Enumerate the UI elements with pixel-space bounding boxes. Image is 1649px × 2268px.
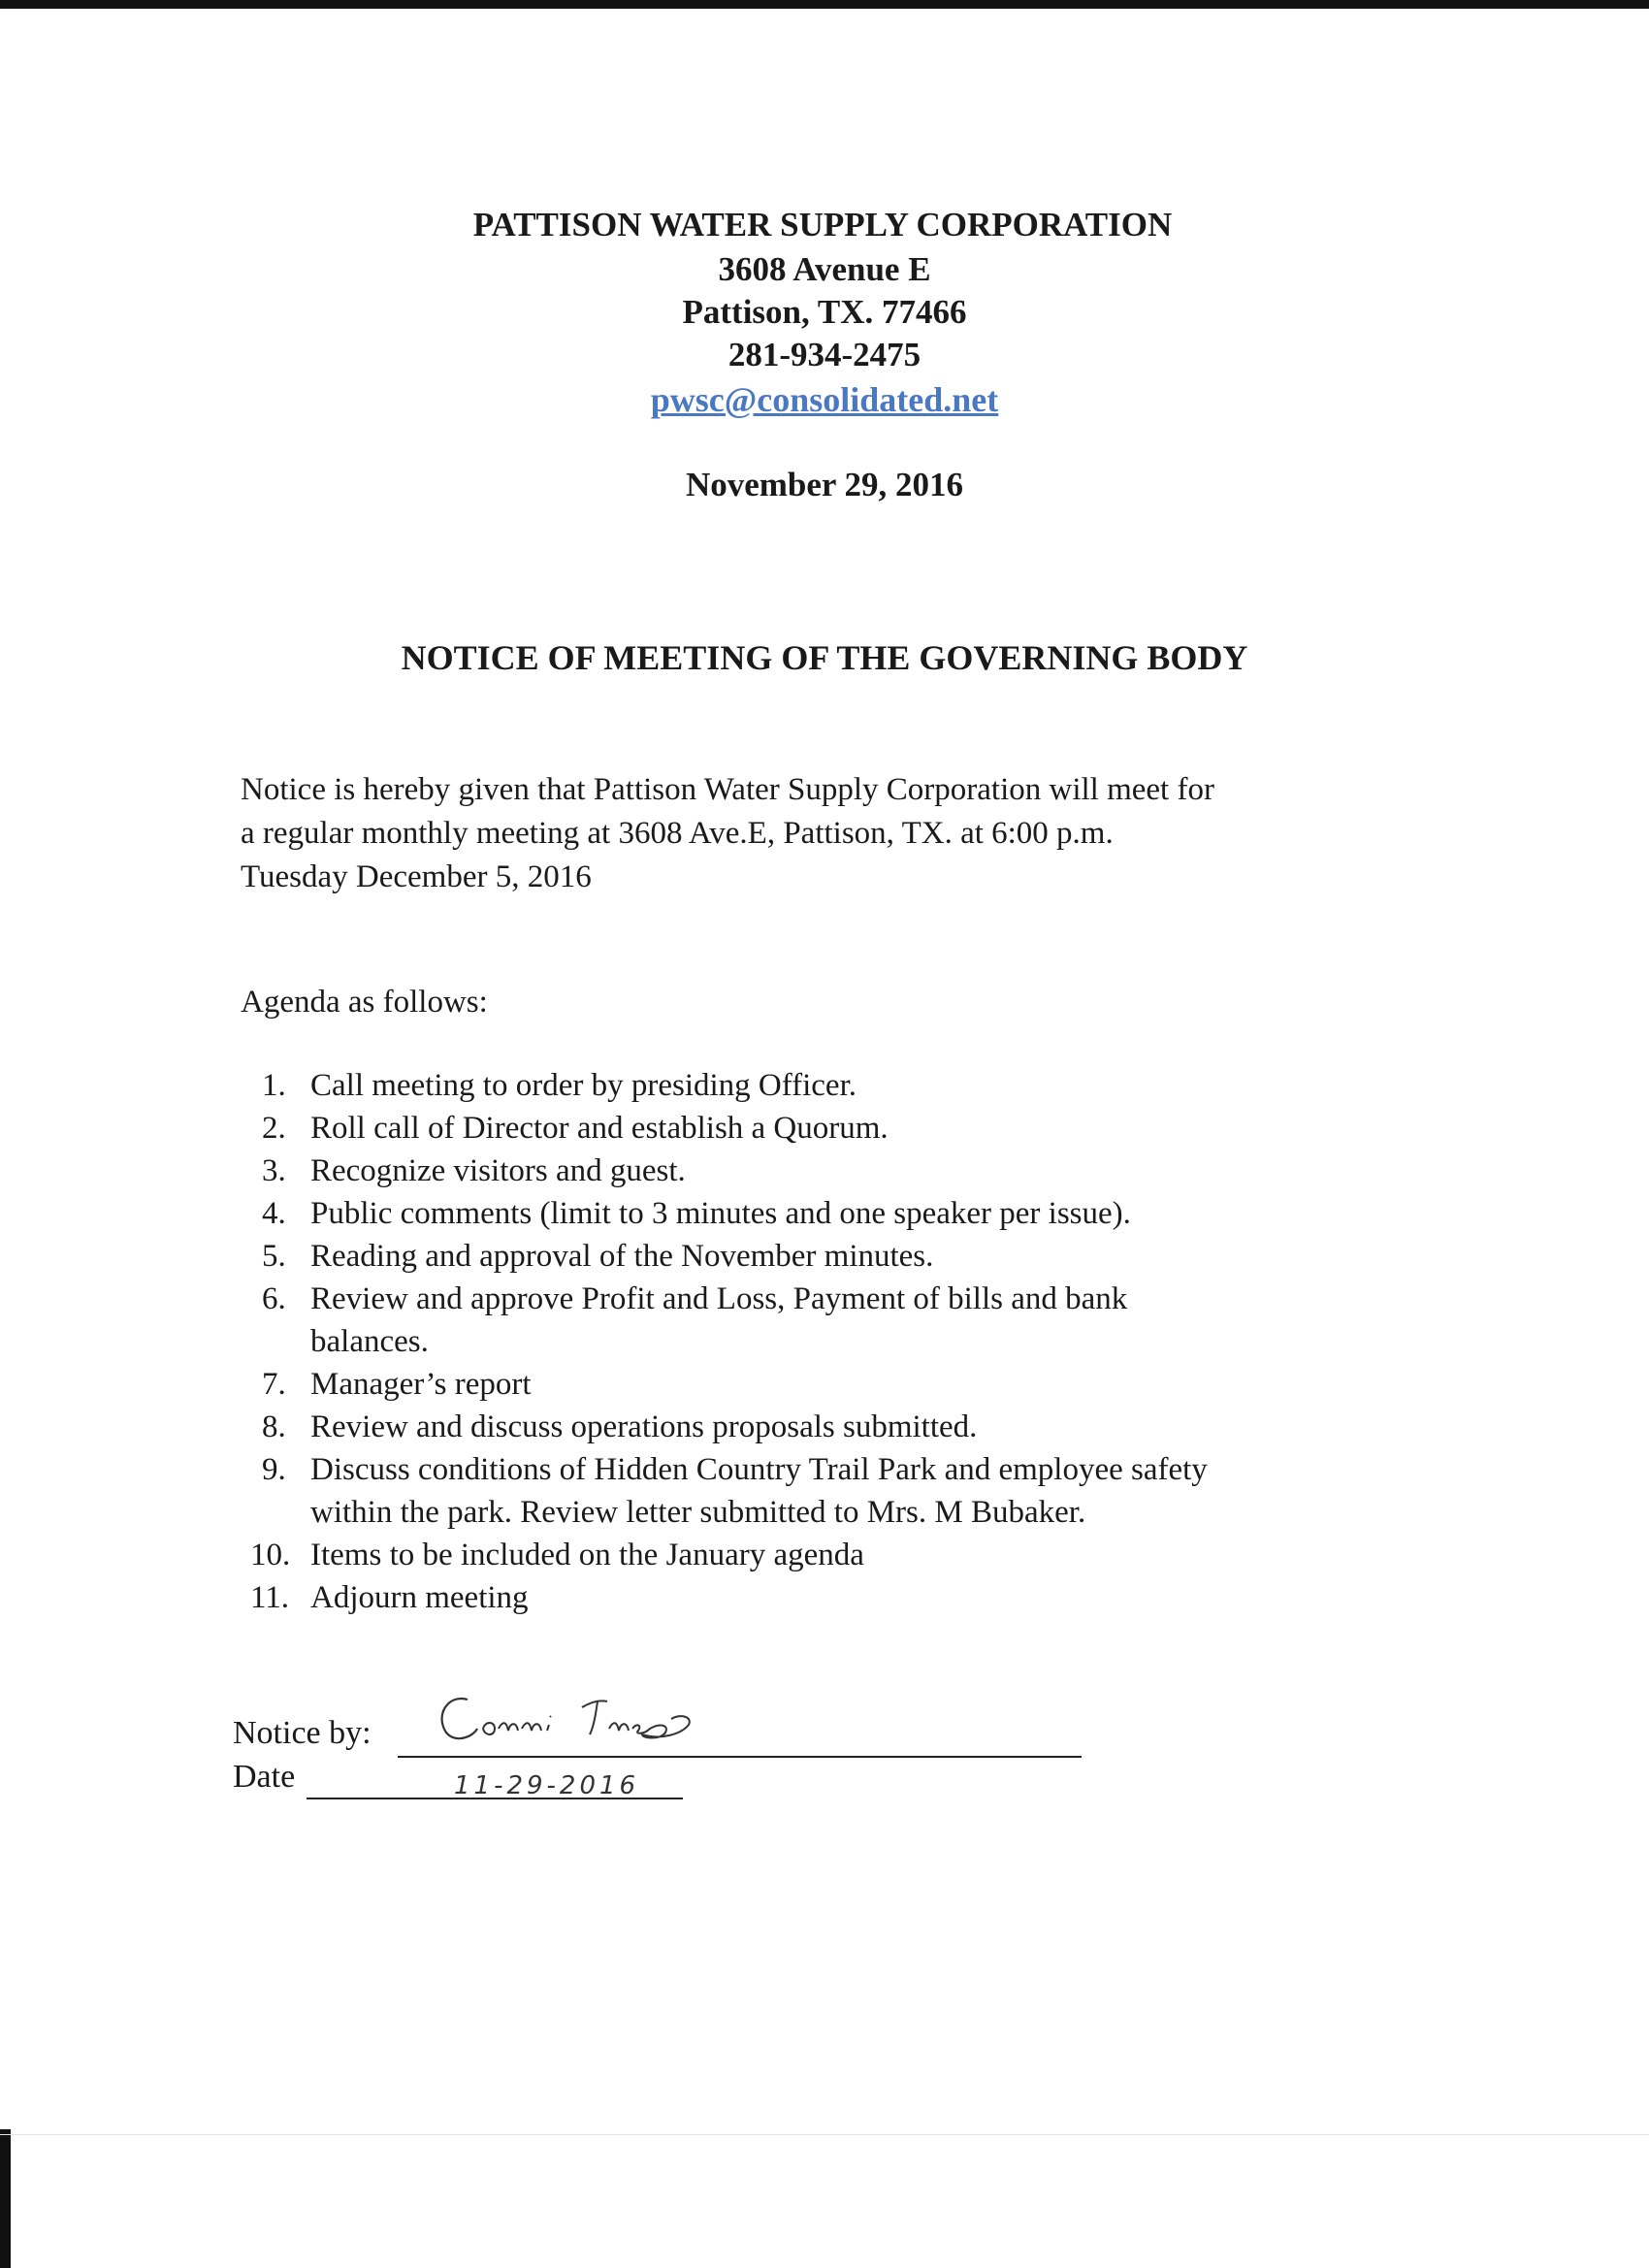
phone-number: 281-934-2475 (728, 336, 922, 373)
agenda-item-number: 6. (262, 1281, 286, 1316)
notice-date: November 29, 2016 (685, 466, 964, 503)
notice-line: Notice is hereby given that Pattison Water Supply Corporation will meet for (241, 772, 1214, 807)
agenda-item (254, 1448, 1418, 1534)
organization-name: PATTISON WATER SUPPLY CORPORATION (472, 206, 1173, 243)
agenda-item-number: 9. (262, 1452, 286, 1487)
agenda-item-number: 8. (262, 1409, 286, 1444)
agenda-list (250, 1064, 1418, 1619)
agenda-item (250, 1576, 1418, 1619)
date-label: Date (233, 1759, 296, 1795)
address-line-1: 3608 Avenue E (718, 250, 931, 288)
handwritten-date: 11-29-2016 (454, 1771, 640, 1800)
agenda-item (254, 1406, 1418, 1448)
email-link[interactable]: pwsc@consolidated.net (650, 380, 999, 419)
notice-paragraph (241, 768, 1463, 899)
agenda-item-text: Adjourn meeting (310, 1580, 529, 1615)
agenda-item-text: Review and approve Profit and Loss, Payment of bills and bank (310, 1281, 1128, 1316)
agenda-item-number: 10. (250, 1538, 291, 1572)
notice-line: a regular monthly meeting at 3608 Ave.E, Pattison, TX. at 6:00 p.m. (241, 816, 1114, 851)
agenda-item-number: 7. (262, 1367, 286, 1402)
agenda-item-text: Reading and approval of the November minutes. (310, 1239, 934, 1274)
document-title: NOTICE OF MEETING OF THE GOVERNING BODY (401, 638, 1248, 677)
agenda-item-text: Public comments (limit to 3 minutes and one speaker per issue). (310, 1196, 1131, 1231)
signature-line (398, 1756, 1082, 1758)
agenda-item-text: Discuss conditions of Hidden Country Trail Park and employee safety (310, 1452, 1208, 1487)
agenda-item-number: 5. (262, 1239, 286, 1274)
agenda-item-text: within the park. Review letter submitted to Mrs. M Bubaker. (310, 1495, 1086, 1530)
agenda-item (250, 1534, 1418, 1576)
scan-edge-left (0, 2129, 11, 2268)
agenda-item-text: Recognize visitors and guest. (310, 1153, 686, 1188)
agenda-intro: Agenda as follows: (241, 985, 488, 1020)
agenda-item (254, 1150, 1418, 1192)
scan-fold-line (0, 2134, 1649, 2135)
agenda-item (254, 1363, 1418, 1406)
agenda-item-text: Call meeting to order by presiding Officer. (310, 1068, 857, 1103)
scan-edge-top (0, 0, 1649, 9)
agenda-item-text: Manager’s report (310, 1367, 532, 1402)
handwritten-signature (427, 1686, 718, 1754)
agenda-item-text: Review and discuss operations proposals submitted. (310, 1409, 978, 1444)
notice-by-label: Notice by: (233, 1715, 372, 1751)
agenda-item-text: balances. (310, 1324, 429, 1359)
agenda-item-text: Roll call of Director and establish a Quorum. (310, 1111, 889, 1146)
agenda-item (254, 1064, 1418, 1107)
agenda-item (254, 1107, 1418, 1150)
notice-line: Tuesday December 5, 2016 (241, 859, 592, 894)
address-line-2: Pattison, TX. 77466 (682, 293, 967, 331)
agenda-item-text: Items to be included on the January agenda (310, 1538, 864, 1572)
agenda-item (254, 1235, 1418, 1278)
agenda-item-number: 1. (262, 1068, 286, 1103)
agenda-item-number: 2. (262, 1111, 286, 1146)
agenda-item-number: 3. (262, 1153, 286, 1188)
agenda-item-number: 4. (262, 1196, 286, 1231)
agenda-item (254, 1192, 1418, 1235)
agenda-item (254, 1278, 1418, 1363)
agenda-item-number: 11. (250, 1580, 290, 1615)
